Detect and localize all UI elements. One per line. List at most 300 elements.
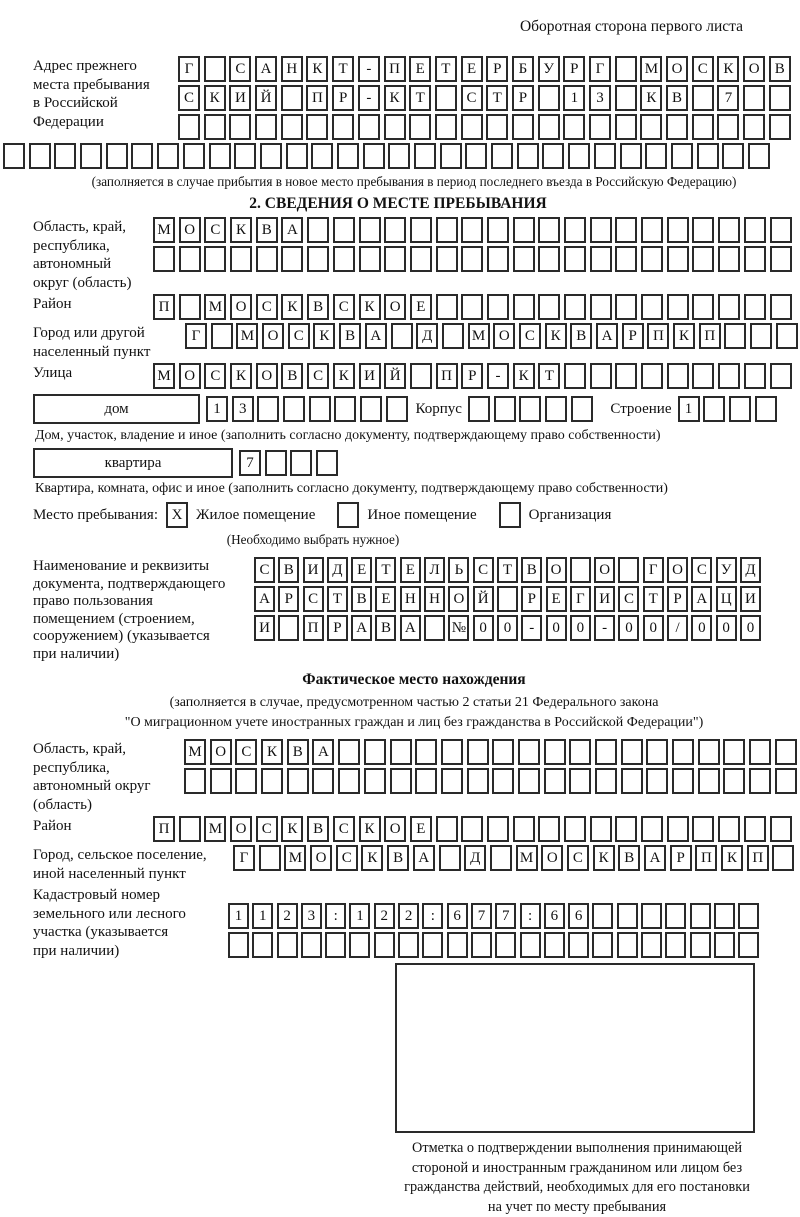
char-cell[interactable]: А <box>400 615 421 641</box>
char-cell[interactable] <box>544 932 565 958</box>
char-cell[interactable] <box>568 143 590 169</box>
char-cell[interactable] <box>538 816 560 842</box>
char-cell[interactable] <box>718 816 740 842</box>
char-cell[interactable]: Р <box>622 323 644 349</box>
char-cell[interactable]: Е <box>546 586 567 612</box>
char-cell[interactable] <box>422 932 443 958</box>
char-cell[interactable] <box>518 739 540 765</box>
char-cell[interactable]: О <box>666 56 688 82</box>
char-cell[interactable]: 0 <box>740 615 761 641</box>
char-cell[interactable]: П <box>699 323 721 349</box>
char-cell[interactable] <box>672 768 694 794</box>
char-cell[interactable]: П <box>436 363 458 389</box>
char-cell[interactable]: К <box>361 845 383 871</box>
char-cell[interactable] <box>646 739 668 765</box>
char-cell[interactable]: И <box>303 557 324 583</box>
char-cell[interactable] <box>615 217 637 243</box>
char-cell[interactable]: В <box>307 816 329 842</box>
char-cell[interactable]: : <box>325 903 346 929</box>
char-cell[interactable] <box>390 768 412 794</box>
char-cell[interactable] <box>235 768 257 794</box>
char-cell[interactable] <box>714 932 735 958</box>
char-cell[interactable]: П <box>747 845 769 871</box>
char-cell[interactable] <box>564 363 586 389</box>
char-cell[interactable] <box>564 246 586 272</box>
char-cell[interactable]: С <box>204 363 226 389</box>
char-cell[interactable] <box>228 932 249 958</box>
char-cell[interactable] <box>424 615 445 641</box>
char-cell[interactable] <box>615 363 637 389</box>
char-cell[interactable]: 0 <box>497 615 518 641</box>
char-cell[interactable]: С <box>333 294 355 320</box>
char-cell[interactable] <box>358 114 380 140</box>
char-cell[interactable] <box>513 294 535 320</box>
char-cell[interactable]: С <box>461 85 483 111</box>
char-cell[interactable] <box>672 739 694 765</box>
char-cell[interactable] <box>667 246 689 272</box>
char-cell[interactable]: О <box>541 845 563 871</box>
char-cell[interactable]: М <box>204 294 226 320</box>
char-cell[interactable] <box>390 739 412 765</box>
char-cell[interactable]: С <box>307 363 329 389</box>
char-cell[interactable]: С <box>235 739 257 765</box>
char-cell[interactable] <box>491 143 513 169</box>
char-cell[interactable] <box>311 143 333 169</box>
char-cell[interactable] <box>490 845 512 871</box>
char-cell[interactable]: 3 <box>589 85 611 111</box>
char-cell[interactable] <box>487 294 509 320</box>
char-cell[interactable] <box>590 217 612 243</box>
char-cell[interactable] <box>590 363 612 389</box>
char-cell[interactable] <box>283 396 305 422</box>
char-cell[interactable]: Е <box>351 557 372 583</box>
char-cell[interactable]: У <box>538 56 560 82</box>
char-cell[interactable] <box>179 816 201 842</box>
char-cell[interactable]: И <box>359 363 381 389</box>
char-cell[interactable] <box>414 143 436 169</box>
char-cell[interactable] <box>621 739 643 765</box>
char-cell[interactable]: А <box>365 323 387 349</box>
char-cell[interactable] <box>410 246 432 272</box>
char-cell[interactable] <box>440 143 462 169</box>
char-cell[interactable]: Р <box>521 586 542 612</box>
char-cell[interactable]: А <box>596 323 618 349</box>
char-cell[interactable]: / <box>667 615 688 641</box>
char-cell[interactable]: К <box>333 363 355 389</box>
char-cell[interactable] <box>618 557 639 583</box>
char-cell[interactable] <box>157 143 179 169</box>
char-cell[interactable]: О <box>179 363 201 389</box>
char-cell[interactable]: 3 <box>301 903 322 929</box>
char-cell[interactable]: Р <box>563 56 585 82</box>
char-cell[interactable] <box>234 143 256 169</box>
char-cell[interactable] <box>265 450 287 476</box>
char-cell[interactable]: : <box>520 903 541 929</box>
char-cell[interactable] <box>364 739 386 765</box>
char-cell[interactable] <box>497 586 518 612</box>
char-cell[interactable]: П <box>647 323 669 349</box>
char-cell[interactable]: Б <box>512 56 534 82</box>
char-cell[interactable] <box>692 85 714 111</box>
char-cell[interactable]: С <box>256 294 278 320</box>
char-cell[interactable] <box>646 768 668 794</box>
char-cell[interactable] <box>641 246 663 272</box>
char-cell[interactable]: Т <box>375 557 396 583</box>
char-cell[interactable]: 2 <box>374 903 395 929</box>
char-cell[interactable] <box>744 294 766 320</box>
char-cell[interactable] <box>542 143 564 169</box>
char-cell[interactable] <box>259 845 281 871</box>
char-cell[interactable]: Й <box>384 363 406 389</box>
char-cell[interactable]: 0 <box>570 615 591 641</box>
char-cell[interactable] <box>257 396 279 422</box>
char-cell[interactable] <box>744 217 766 243</box>
char-cell[interactable]: 0 <box>643 615 664 641</box>
char-cell[interactable] <box>410 217 432 243</box>
char-cell[interactable]: Й <box>255 85 277 111</box>
char-cell[interactable] <box>590 246 612 272</box>
char-cell[interactable] <box>183 143 205 169</box>
char-cell[interactable] <box>620 143 642 169</box>
char-cell[interactable]: М <box>640 56 662 82</box>
char-cell[interactable] <box>564 816 586 842</box>
char-cell[interactable]: - <box>358 56 380 82</box>
char-cell[interactable] <box>729 396 751 422</box>
char-cell[interactable]: Т <box>435 56 457 82</box>
char-cell[interactable] <box>665 903 686 929</box>
char-cell[interactable] <box>360 396 382 422</box>
char-cell[interactable]: Г <box>643 557 664 583</box>
char-cell[interactable] <box>391 323 413 349</box>
char-cell[interactable] <box>435 114 457 140</box>
char-cell[interactable] <box>384 246 406 272</box>
char-cell[interactable] <box>520 932 541 958</box>
char-cell[interactable] <box>436 217 458 243</box>
char-cell[interactable] <box>184 768 206 794</box>
char-cell[interactable] <box>738 932 759 958</box>
char-cell[interactable]: Г <box>185 323 207 349</box>
char-cell[interactable] <box>333 217 355 243</box>
char-cell[interactable] <box>538 246 560 272</box>
char-cell[interactable]: О <box>262 323 284 349</box>
char-cell[interactable]: С <box>336 845 358 871</box>
char-cell[interactable]: О <box>230 294 252 320</box>
char-cell[interactable] <box>461 294 483 320</box>
char-cell[interactable]: Ц <box>716 586 737 612</box>
char-cell[interactable] <box>692 816 714 842</box>
char-cell[interactable]: О <box>743 56 765 82</box>
char-cell[interactable] <box>755 396 777 422</box>
char-cell[interactable] <box>256 246 278 272</box>
char-cell[interactable] <box>615 294 637 320</box>
char-cell[interactable] <box>769 85 791 111</box>
char-cell[interactable] <box>204 246 226 272</box>
char-cell[interactable] <box>29 143 51 169</box>
char-cell[interactable] <box>594 143 616 169</box>
char-cell[interactable] <box>697 143 719 169</box>
char-cell[interactable] <box>363 143 385 169</box>
char-cell[interactable]: Г <box>178 56 200 82</box>
char-cell[interactable] <box>538 217 560 243</box>
char-cell[interactable] <box>386 396 408 422</box>
char-cell[interactable] <box>592 903 613 929</box>
char-cell[interactable]: К <box>593 845 615 871</box>
char-cell[interactable]: И <box>740 586 761 612</box>
char-cell[interactable]: О <box>210 739 232 765</box>
char-cell[interactable] <box>461 114 483 140</box>
char-cell[interactable] <box>513 217 535 243</box>
char-cell[interactable] <box>281 85 303 111</box>
char-cell[interactable] <box>54 143 76 169</box>
char-cell[interactable] <box>106 143 128 169</box>
char-cell[interactable]: И <box>254 615 275 641</box>
char-cell[interactable] <box>487 816 509 842</box>
char-cell[interactable] <box>306 114 328 140</box>
char-cell[interactable]: Т <box>327 586 348 612</box>
char-cell[interactable]: С <box>254 557 275 583</box>
char-cell[interactable]: С <box>288 323 310 349</box>
char-cell[interactable]: К <box>230 363 252 389</box>
char-cell[interactable] <box>281 246 303 272</box>
char-cell[interactable] <box>513 816 535 842</box>
char-cell[interactable]: - <box>521 615 542 641</box>
char-cell[interactable] <box>447 932 468 958</box>
char-cell[interactable]: Д <box>464 845 486 871</box>
char-cell[interactable] <box>278 615 299 641</box>
char-cell[interactable] <box>569 768 591 794</box>
char-cell[interactable]: - <box>594 615 615 641</box>
char-cell[interactable] <box>571 396 593 422</box>
char-cell[interactable]: М <box>284 845 306 871</box>
char-cell[interactable]: Р <box>278 586 299 612</box>
char-cell[interactable]: 7 <box>239 450 261 476</box>
char-cell[interactable] <box>615 56 637 82</box>
char-cell[interactable]: О <box>594 557 615 583</box>
char-cell[interactable]: К <box>384 85 406 111</box>
char-cell[interactable] <box>260 143 282 169</box>
char-cell[interactable] <box>666 114 688 140</box>
char-cell[interactable]: С <box>691 557 712 583</box>
char-cell[interactable] <box>204 114 226 140</box>
stay-type-checkbox[interactable] <box>499 502 521 528</box>
char-cell[interactable]: С <box>178 85 200 111</box>
char-cell[interactable]: С <box>303 586 324 612</box>
char-cell[interactable] <box>748 143 770 169</box>
char-cell[interactable]: К <box>359 816 381 842</box>
char-cell[interactable]: В <box>375 615 396 641</box>
char-cell[interactable]: Т <box>409 85 431 111</box>
char-cell[interactable] <box>770 246 792 272</box>
char-cell[interactable] <box>153 246 175 272</box>
char-cell[interactable] <box>467 768 489 794</box>
char-cell[interactable] <box>714 903 735 929</box>
char-cell[interactable] <box>261 768 283 794</box>
char-cell[interactable] <box>718 363 740 389</box>
char-cell[interactable]: Т <box>643 586 664 612</box>
char-cell[interactable] <box>325 932 346 958</box>
char-cell[interactable] <box>338 739 360 765</box>
char-cell[interactable] <box>750 323 772 349</box>
char-cell[interactable] <box>665 932 686 958</box>
char-cell[interactable]: А <box>281 217 303 243</box>
char-cell[interactable] <box>309 396 331 422</box>
char-cell[interactable] <box>641 903 662 929</box>
char-cell[interactable] <box>775 739 797 765</box>
char-cell[interactable] <box>718 246 740 272</box>
char-cell[interactable] <box>465 143 487 169</box>
char-cell[interactable] <box>439 845 461 871</box>
char-cell[interactable] <box>364 768 386 794</box>
char-cell[interactable]: - <box>487 363 509 389</box>
char-cell[interactable]: В <box>287 739 309 765</box>
char-cell[interactable] <box>487 246 509 272</box>
char-cell[interactable] <box>334 396 356 422</box>
char-cell[interactable]: О <box>667 557 688 583</box>
char-cell[interactable]: В <box>339 323 361 349</box>
char-cell[interactable]: 1 <box>678 396 700 422</box>
char-cell[interactable]: С <box>333 816 355 842</box>
char-cell[interactable] <box>512 114 534 140</box>
char-cell[interactable]: П <box>303 615 324 641</box>
char-cell[interactable] <box>718 217 740 243</box>
char-cell[interactable] <box>442 323 464 349</box>
char-cell[interactable]: К <box>717 56 739 82</box>
char-cell[interactable]: Р <box>486 56 508 82</box>
char-cell[interactable]: Е <box>410 294 432 320</box>
char-cell[interactable] <box>538 294 560 320</box>
char-cell[interactable] <box>722 143 744 169</box>
char-cell[interactable] <box>645 143 667 169</box>
char-cell[interactable] <box>538 114 560 140</box>
char-cell[interactable]: Т <box>538 363 560 389</box>
char-cell[interactable] <box>178 114 200 140</box>
char-cell[interactable]: 6 <box>568 903 589 929</box>
char-cell[interactable]: Р <box>332 85 354 111</box>
char-cell[interactable]: А <box>644 845 666 871</box>
char-cell[interactable] <box>544 739 566 765</box>
char-cell[interactable]: 0 <box>473 615 494 641</box>
char-cell[interactable] <box>441 739 463 765</box>
char-cell[interactable]: К <box>261 739 283 765</box>
char-cell[interactable] <box>436 294 458 320</box>
char-cell[interactable]: Н <box>281 56 303 82</box>
char-cell[interactable] <box>738 903 759 929</box>
char-cell[interactable] <box>487 217 509 243</box>
char-cell[interactable]: П <box>153 816 175 842</box>
char-cell[interactable]: Р <box>667 586 688 612</box>
char-cell[interactable]: Е <box>375 586 396 612</box>
char-cell[interactable]: Р <box>461 363 483 389</box>
char-cell[interactable] <box>770 363 792 389</box>
char-cell[interactable]: Е <box>410 816 432 842</box>
char-cell[interactable] <box>772 845 794 871</box>
char-cell[interactable]: С <box>229 56 251 82</box>
char-cell[interactable] <box>769 114 791 140</box>
char-cell[interactable]: О <box>384 294 406 320</box>
char-cell[interactable] <box>564 217 586 243</box>
char-cell[interactable]: А <box>255 56 277 82</box>
char-cell[interactable] <box>3 143 25 169</box>
char-cell[interactable] <box>492 739 514 765</box>
char-cell[interactable] <box>615 114 637 140</box>
char-cell[interactable] <box>204 56 226 82</box>
char-cell[interactable] <box>461 217 483 243</box>
char-cell[interactable]: С <box>473 557 494 583</box>
char-cell[interactable]: Д <box>416 323 438 349</box>
char-cell[interactable]: А <box>312 739 334 765</box>
char-cell[interactable] <box>441 768 463 794</box>
char-cell[interactable] <box>667 294 689 320</box>
char-cell[interactable]: К <box>204 85 226 111</box>
char-cell[interactable]: Р <box>670 845 692 871</box>
char-cell[interactable] <box>615 85 637 111</box>
char-cell[interactable] <box>349 932 370 958</box>
char-cell[interactable] <box>690 932 711 958</box>
char-cell[interactable] <box>359 246 381 272</box>
char-cell[interactable]: 3 <box>232 396 254 422</box>
char-cell[interactable] <box>80 143 102 169</box>
char-cell[interactable]: М <box>468 323 490 349</box>
char-cell[interactable]: И <box>229 85 251 111</box>
char-cell[interactable] <box>744 816 766 842</box>
char-cell[interactable]: Е <box>409 56 431 82</box>
char-cell[interactable]: Г <box>233 845 255 871</box>
char-cell[interactable] <box>590 816 612 842</box>
char-cell[interactable] <box>641 363 663 389</box>
char-cell[interactable] <box>307 217 329 243</box>
char-cell[interactable] <box>671 143 693 169</box>
char-cell[interactable]: В <box>387 845 409 871</box>
char-cell[interactable]: 1 <box>228 903 249 929</box>
char-cell[interactable]: О <box>448 586 469 612</box>
char-cell[interactable] <box>290 450 312 476</box>
char-cell[interactable] <box>667 217 689 243</box>
char-cell[interactable] <box>281 114 303 140</box>
char-cell[interactable] <box>384 217 406 243</box>
char-cell[interactable]: О <box>256 363 278 389</box>
char-cell[interactable] <box>641 816 663 842</box>
char-cell[interactable] <box>333 246 355 272</box>
char-cell[interactable] <box>776 323 798 349</box>
char-cell[interactable] <box>667 363 689 389</box>
char-cell[interactable] <box>595 739 617 765</box>
char-cell[interactable] <box>435 85 457 111</box>
char-cell[interactable] <box>538 85 560 111</box>
char-cell[interactable] <box>592 932 613 958</box>
char-cell[interactable] <box>495 932 516 958</box>
char-cell[interactable]: С <box>256 816 278 842</box>
char-cell[interactable]: К <box>230 217 252 243</box>
char-cell[interactable]: С <box>692 56 714 82</box>
char-cell[interactable]: К <box>673 323 695 349</box>
char-cell[interactable] <box>621 768 643 794</box>
char-cell[interactable]: Н <box>400 586 421 612</box>
char-cell[interactable]: К <box>281 294 303 320</box>
char-cell[interactable] <box>494 396 516 422</box>
char-cell[interactable]: Ь <box>448 557 469 583</box>
char-cell[interactable]: Л <box>424 557 445 583</box>
char-cell[interactable] <box>410 363 432 389</box>
char-cell[interactable] <box>461 816 483 842</box>
char-cell[interactable]: С <box>204 217 226 243</box>
char-cell[interactable] <box>692 217 714 243</box>
char-cell[interactable]: В <box>570 323 592 349</box>
char-cell[interactable] <box>467 739 489 765</box>
char-cell[interactable]: М <box>236 323 258 349</box>
char-cell[interactable] <box>615 816 637 842</box>
char-cell[interactable] <box>692 114 714 140</box>
char-cell[interactable] <box>770 217 792 243</box>
